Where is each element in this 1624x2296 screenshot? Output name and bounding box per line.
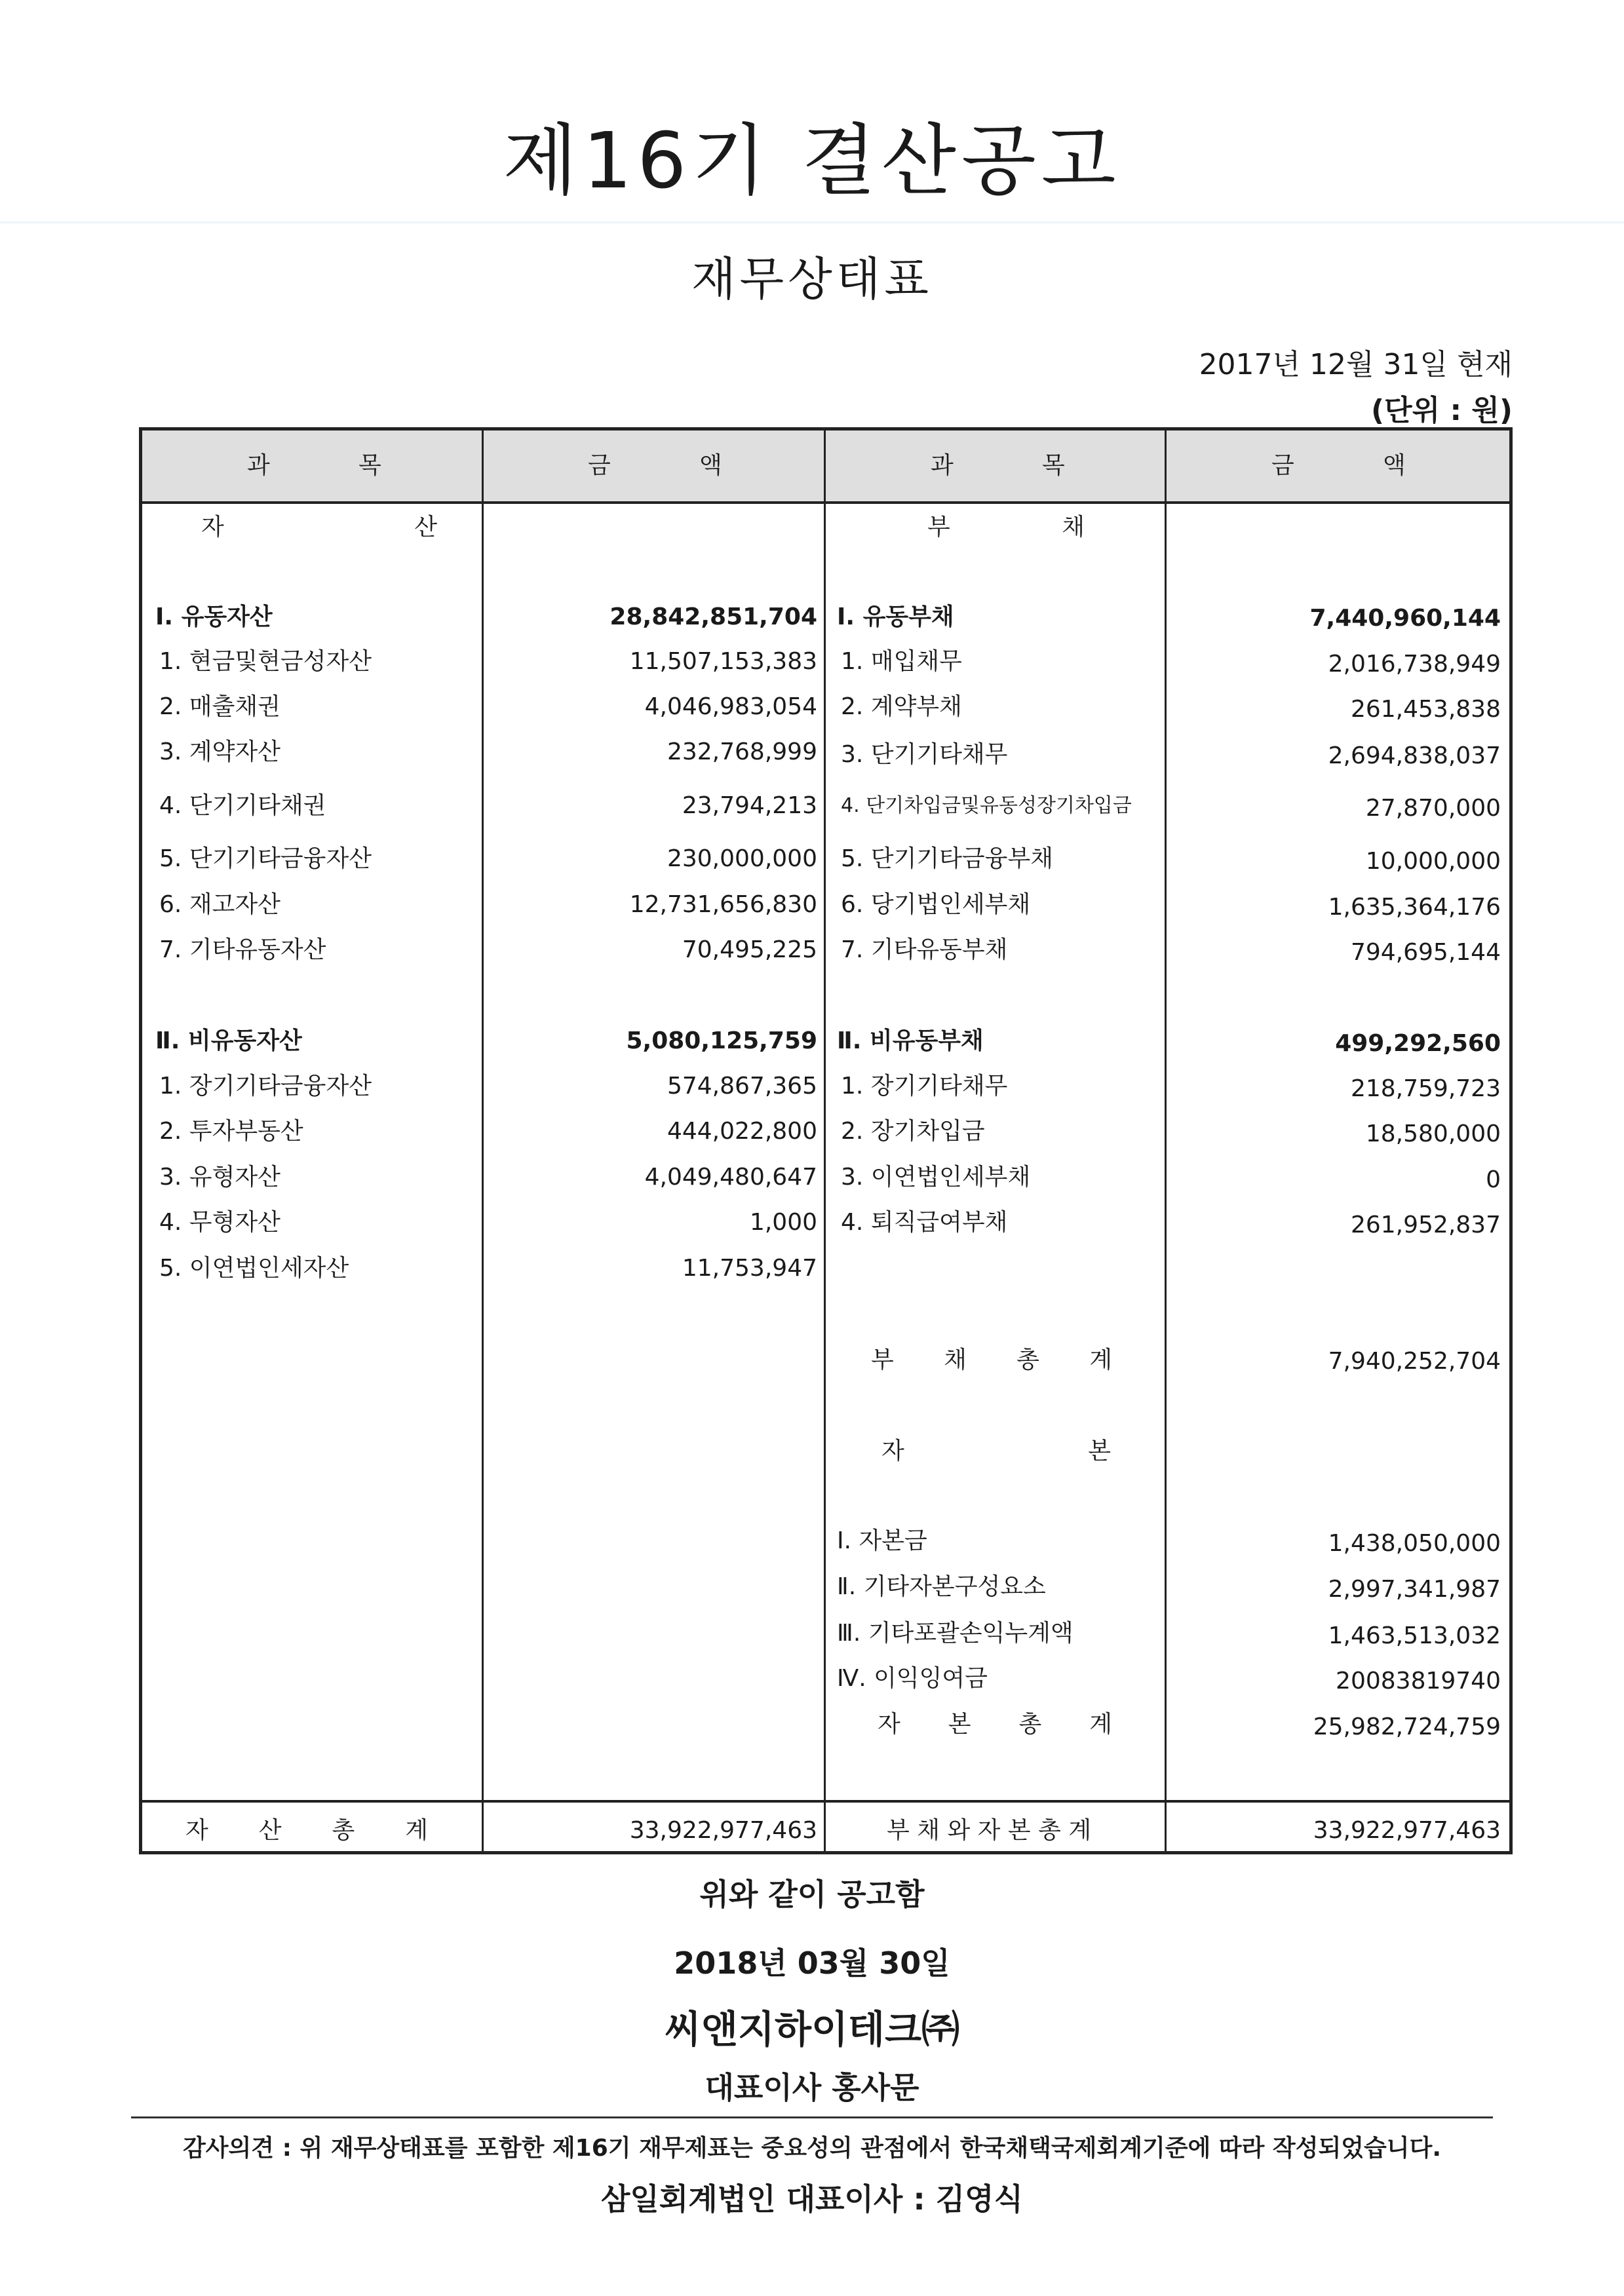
liability-item-label: 4. 단기차입금및유동성장기차입금 <box>841 794 1132 817</box>
liabilities-equity-total-amount: 33,922,977,463 <box>1313 1817 1501 1844</box>
asset-item-label: 2. 매출채권 <box>159 693 280 720</box>
asset-item-label: 3. 계약자산 <box>159 738 280 765</box>
equity-item-label: Ⅲ. 기타포괄손익누계액 <box>837 1620 1073 1647</box>
noncurrent-assets-amount: 5,080,125,759 <box>626 1027 817 1054</box>
asset-item-amount: 444,022,800 <box>667 1118 817 1145</box>
liability-item-amount: 27,870,000 <box>1365 795 1501 822</box>
liability-item-label: 6. 당기법인세부채 <box>841 891 1031 918</box>
current-assets-label: Ⅰ. 유동자산 <box>155 603 273 630</box>
liability-item-amount: 2,016,738,949 <box>1328 651 1501 678</box>
asset-item-amount: 232,768,999 <box>667 738 817 765</box>
liability-item-label: 3. 단기기타채무 <box>841 741 1008 768</box>
statement-title: 재무상태표 <box>691 252 933 306</box>
title-divider <box>0 221 1624 223</box>
equity-item-amount: 1,463,513,032 <box>1328 1622 1501 1649</box>
liability-item-label: 2. 장기차입금 <box>841 1118 985 1145</box>
assets-total-label: 자 산 총 계 <box>185 1817 428 1844</box>
noncurrent-liabilities-label: Ⅱ. 비유동부채 <box>837 1027 984 1054</box>
header-account-right: 과 목 <box>931 452 1068 479</box>
column-divider <box>1165 430 1167 1851</box>
equity-item-amount: 20083819740 <box>1336 1668 1501 1694</box>
asset-item-amount: 11,753,947 <box>682 1255 817 1282</box>
asset-item-label: 5. 단기기타금융자산 <box>159 845 372 872</box>
liability-item-label: 4. 퇴직급여부채 <box>841 1209 1008 1236</box>
equity-item-amount: 1,438,050,000 <box>1328 1530 1501 1557</box>
asset-item-amount: 230,000,000 <box>667 845 817 872</box>
liability-item-label: 7. 기타유동부채 <box>841 936 1008 963</box>
noncurrent-assets-label: Ⅱ. 비유동자산 <box>155 1027 302 1054</box>
liability-item-amount: 261,952,837 <box>1350 1212 1501 1238</box>
column-divider <box>824 430 826 1851</box>
liabilities-total-amount: 7,940,252,704 <box>1328 1348 1501 1375</box>
asset-item-label: 1. 장기기타금융자산 <box>159 1073 372 1100</box>
auditor-signature: 삼일회계법인 대표이사 : 김영식 <box>600 2181 1024 2217</box>
header-account-left: 과 목 <box>247 452 384 479</box>
liabilities-total-label: 부 채 총 계 <box>871 1347 1112 1373</box>
liability-item-label: 2. 계약부채 <box>841 693 962 720</box>
asset-item-amount: 23,794,213 <box>682 792 817 819</box>
declaration: 위와 같이 공고함 <box>699 1877 925 1912</box>
noncurrent-liabilities-amount: 499,292,560 <box>1335 1030 1501 1057</box>
page-title: 제16기 결산공고 <box>503 115 1121 206</box>
unit-label: (단위 : 원) <box>1371 394 1513 427</box>
liability-item-amount: 261,453,838 <box>1350 696 1501 723</box>
liabilities-equity-total-label: 부 채 와 자 본 총 계 <box>887 1817 1092 1844</box>
asset-item-amount: 12,731,656,830 <box>629 891 817 918</box>
current-liabilities-amount: 7,440,960,144 <box>1309 605 1501 632</box>
balance-sheet-table <box>139 427 1513 1854</box>
equity-section-heading: 자 본 <box>881 1438 1111 1464</box>
current-assets-amount: 28,842,851,704 <box>609 603 817 630</box>
liability-item-amount: 794,695,144 <box>1350 939 1501 966</box>
total-row-divider <box>142 1800 1509 1803</box>
asset-item-amount: 11,507,153,383 <box>629 648 817 675</box>
asset-item-label: 3. 유형자산 <box>159 1164 280 1191</box>
table-header <box>142 430 1509 504</box>
liability-item-amount: 18,580,000 <box>1365 1120 1501 1147</box>
header-amount-left: 금 액 <box>588 452 725 479</box>
audit-opinion: 감사의견 : 위 재무상태표를 포함한 제16기 재무제표는 중요성의 관점에서 한국채택국제회계기준에 따라 작성되었습니다. <box>182 2135 1442 2162</box>
liabilities-section-heading: 부 채 <box>927 514 1085 541</box>
asset-item-amount: 70,495,225 <box>682 936 817 963</box>
as-of-date: 2017년 12월 31일 현재 <box>1199 348 1513 381</box>
equity-item-label: Ⅱ. 기타자본구성요소 <box>837 1573 1046 1600</box>
asset-item-label: 6. 재고자산 <box>159 891 280 918</box>
liability-item-amount: 0 <box>1486 1166 1501 1193</box>
asset-item-label: 7. 기타유동자산 <box>159 936 326 963</box>
liability-item-label: 5. 단기기타금융부채 <box>841 845 1053 872</box>
equity-item-label: Ⅳ. 이익잉여금 <box>837 1665 988 1692</box>
equity-total-amount: 25,982,724,759 <box>1313 1713 1501 1740</box>
liability-item-amount: 2,694,838,037 <box>1328 742 1501 769</box>
column-divider <box>482 430 484 1851</box>
asset-item-label: 4. 단기기타채권 <box>159 792 326 819</box>
asset-item-amount: 574,867,365 <box>667 1073 817 1100</box>
liability-item-label: 1. 장기기타채무 <box>841 1073 1008 1100</box>
asset-item-label: 4. 무형자산 <box>159 1209 280 1236</box>
equity-item-label: Ⅰ. 자본금 <box>837 1527 927 1554</box>
equity-item-amount: 2,997,341,987 <box>1328 1576 1501 1603</box>
assets-section-heading: 자 산 <box>201 514 437 541</box>
current-liabilities-label: Ⅰ. 유동부채 <box>837 603 954 630</box>
equity-total-label: 자 본 총 계 <box>878 1711 1112 1738</box>
asset-item-amount: 4,049,480,647 <box>644 1164 817 1191</box>
liability-item-label: 1. 매입채무 <box>841 648 962 675</box>
liability-item-amount: 10,000,000 <box>1365 848 1501 875</box>
liability-item-label: 3. 이연법인세부채 <box>841 1164 1031 1191</box>
assets-total-amount: 33,922,977,463 <box>629 1817 817 1844</box>
asset-item-label: 5. 이연법인세자산 <box>159 1255 349 1282</box>
asset-item-amount: 4,046,983,054 <box>644 693 817 720</box>
footer-divider <box>131 2116 1493 2118</box>
liability-item-amount: 218,759,723 <box>1350 1075 1501 1102</box>
company-name: 씨앤지하이테크㈜ <box>664 2007 960 2052</box>
ceo-name: 대표이사 홍사문 <box>705 2070 919 2105</box>
asset-item-label: 1. 현금및현금성자산 <box>159 648 372 675</box>
asset-item-amount: 1,000 <box>749 1209 817 1236</box>
liability-item-amount: 1,635,364,176 <box>1328 894 1501 921</box>
asset-item-label: 2. 투자부동산 <box>159 1118 303 1145</box>
header-amount-right: 금 액 <box>1271 452 1408 479</box>
publication-date: 2018년 03월 30일 <box>674 1945 950 1981</box>
